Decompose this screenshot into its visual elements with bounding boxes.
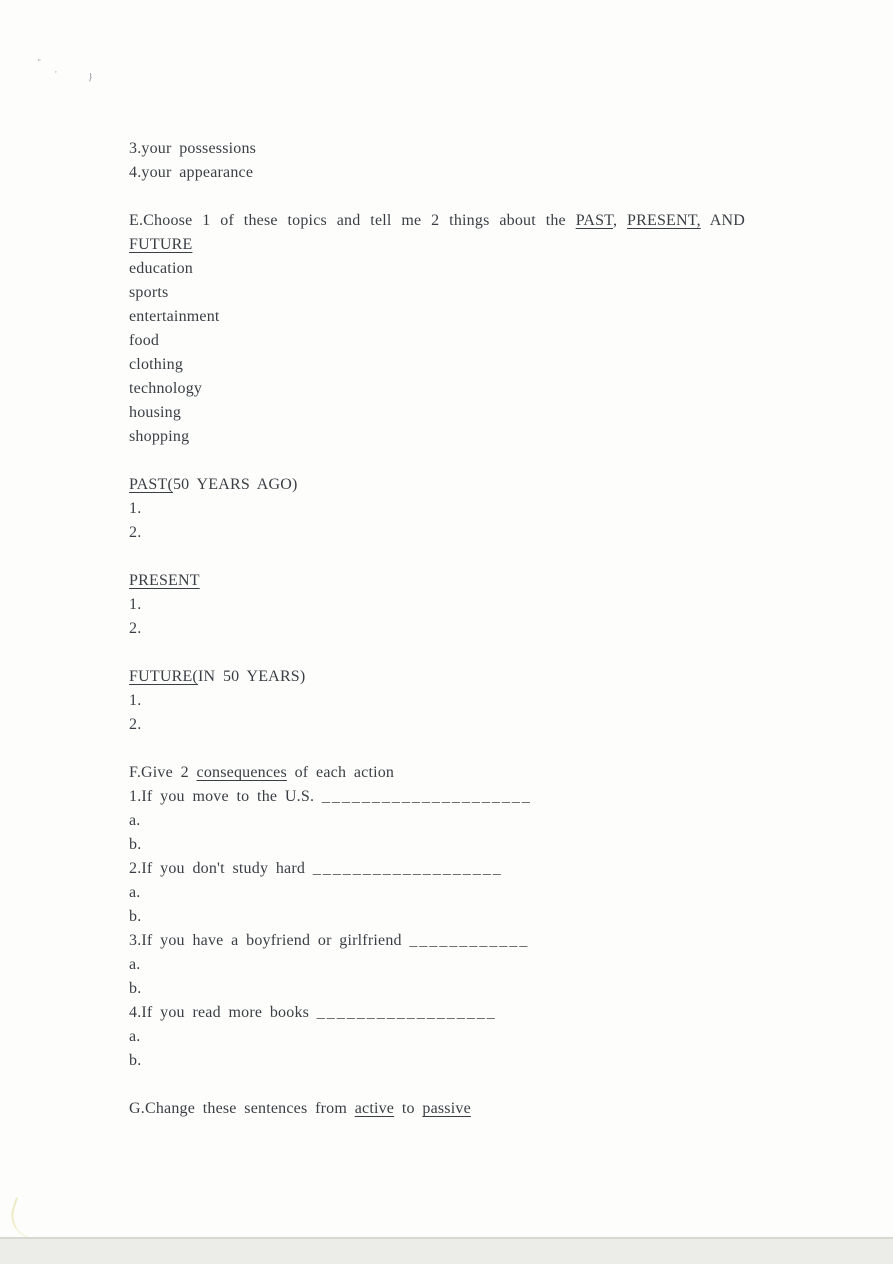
document-line xyxy=(129,1001,745,1025)
text-segment: shopping xyxy=(129,428,190,445)
text-segment: 3.If you have a boyfriend or girlfriend xyxy=(129,932,410,949)
document-line xyxy=(129,329,745,353)
document-line xyxy=(129,233,745,257)
text-segment: 2.If you don't study hard xyxy=(129,860,313,877)
document-line xyxy=(129,809,745,833)
blank-line xyxy=(129,185,745,209)
document-line xyxy=(129,137,745,161)
underlined-text: PAST xyxy=(575,212,613,229)
document-line xyxy=(129,857,745,881)
blank-line xyxy=(129,449,745,473)
scanner-bed-edge xyxy=(0,1237,893,1264)
document-line xyxy=(129,593,745,617)
text-segment: 2. xyxy=(129,524,142,541)
document-line xyxy=(129,689,745,713)
document-line xyxy=(129,881,745,905)
document-line xyxy=(129,497,745,521)
text-segment: AND xyxy=(700,212,745,229)
document-line xyxy=(129,209,745,233)
text-segment: , xyxy=(612,212,628,229)
document-line xyxy=(129,785,745,809)
text-segment: 4.If you read more books xyxy=(129,1004,317,1021)
document-line xyxy=(129,569,745,593)
underlined-text: passive xyxy=(422,1100,471,1117)
document-line xyxy=(129,761,745,785)
text-segment: 2. xyxy=(129,620,142,637)
document-line xyxy=(129,257,745,281)
text-segment: housing xyxy=(129,404,182,421)
document-line xyxy=(129,521,745,545)
text-segment: b. xyxy=(129,1052,142,1069)
document-line xyxy=(129,665,745,689)
text-segment: E.Choose 1 of these topics and tell me 2 things about the xyxy=(129,212,576,229)
text-segment: clothing xyxy=(129,356,184,373)
text-segment: 1.If you move to the U.S. xyxy=(129,788,322,805)
text-segment: sports xyxy=(129,284,169,301)
document-line xyxy=(129,713,745,737)
text-segment: 1. xyxy=(129,500,142,517)
document-line xyxy=(129,161,745,185)
document-line xyxy=(129,953,745,977)
blank-line xyxy=(129,641,745,665)
text-segment: entertainment xyxy=(129,308,220,325)
text-segment: 2. xyxy=(129,716,142,733)
document-line xyxy=(129,1025,745,1049)
answer-blank-dashes: _____________________ xyxy=(321,788,532,805)
underlined-text: FUTURE xyxy=(129,236,193,253)
document-line xyxy=(129,905,745,929)
text-segment: a. xyxy=(129,1028,141,1045)
document-line xyxy=(129,377,745,401)
answer-blank-dashes: ____________ xyxy=(409,932,530,949)
document-line xyxy=(129,473,745,497)
document-line xyxy=(129,305,745,329)
text-segment: G.Change these sentences from xyxy=(129,1100,355,1117)
text-segment: IN 50 YEARS) xyxy=(197,668,306,685)
text-segment: 1. xyxy=(129,596,142,613)
blank-line xyxy=(129,737,745,761)
document-line xyxy=(129,1049,745,1073)
text-segment: 3.your possessions xyxy=(129,140,257,157)
document-line xyxy=(129,425,745,449)
text-segment: education xyxy=(129,260,193,277)
text-segment: F.Give 2 xyxy=(129,764,197,781)
text-segment: a. xyxy=(129,884,141,901)
underlined-text: active xyxy=(354,1100,395,1117)
scan-artifact xyxy=(5,1197,39,1238)
underlined-text: consequences xyxy=(196,764,287,781)
text-segment: 4.your appearance xyxy=(129,164,254,181)
document-line xyxy=(129,401,745,425)
underlined-text: PRESENT, xyxy=(627,212,701,229)
text-segment: a. xyxy=(129,812,141,829)
text-segment: b. xyxy=(129,836,142,853)
blank-line xyxy=(129,1073,745,1097)
document-line xyxy=(129,977,745,1001)
scan-speck: } xyxy=(87,71,94,84)
text-segment: b. xyxy=(129,980,142,997)
answer-blank-dashes: ___________________ xyxy=(312,860,503,877)
answer-blank-dashes: __________________ xyxy=(316,1004,497,1021)
document-line xyxy=(129,1097,745,1121)
text-segment: b. xyxy=(129,908,142,925)
text-segment: food xyxy=(129,332,160,349)
document-line xyxy=(129,929,745,953)
text-segment: to xyxy=(394,1100,423,1117)
blank-line xyxy=(129,545,745,569)
text-segment: technology xyxy=(129,380,203,397)
text-segment: 1. xyxy=(129,692,142,709)
underlined-text: PRESENT xyxy=(129,572,200,589)
underlined-text: PAST( xyxy=(129,476,173,493)
scan-speck: " xyxy=(36,56,42,68)
document-line xyxy=(129,617,745,641)
scan-speck: , xyxy=(54,63,58,75)
document-line xyxy=(129,833,745,857)
document-line xyxy=(129,353,745,377)
text-segment: of each action xyxy=(286,764,395,781)
text-segment: a. xyxy=(129,956,141,973)
document-lines xyxy=(129,137,745,1121)
text-segment: 50 YEARS AGO) xyxy=(172,476,298,493)
underlined-text: FUTURE( xyxy=(129,668,198,685)
document-line xyxy=(129,281,745,305)
